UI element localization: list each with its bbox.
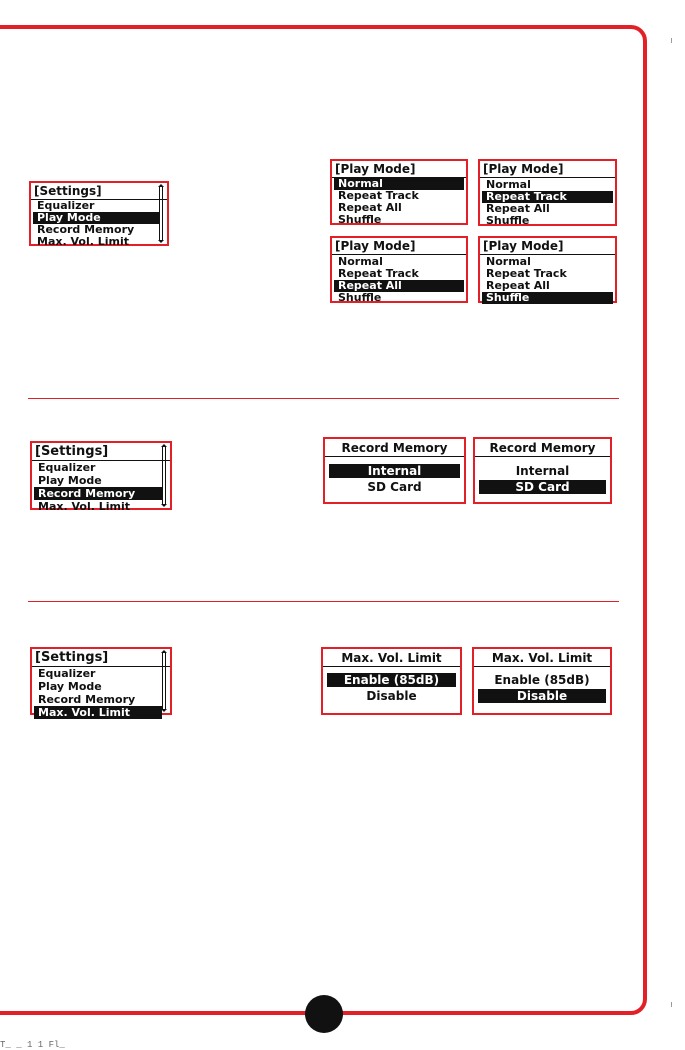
play-mode-screen-repeat-all [330,236,468,303]
screen-title: [Play Mode] [335,162,416,176]
menu-item-play-mode[interactable]: Play Mode [33,212,160,224]
option-enable-85db[interactable]: Enable (85dB) [494,673,590,687]
option-internal[interactable]: Internal [515,464,570,478]
menu-item-max-vol-limit[interactable]: Max. Vol. Limit [37,235,129,248]
option-normal[interactable]: Normal [486,255,531,268]
option-enable-85db[interactable]: Enable (85dB) [327,673,456,687]
max-vol-limit-screen-disable [472,647,612,715]
screen-title: Max. Vol. Limit [491,651,593,665]
screen-title: [Play Mode] [483,239,564,253]
menu-item-equalizer[interactable]: Equalizer [38,461,96,474]
option-repeat-all[interactable]: Repeat All [334,280,464,292]
screen-title: Record Memory [341,441,448,455]
menu-item-record-memory[interactable]: Record Memory [38,693,136,706]
menu-item-equalizer[interactable]: Equalizer [37,199,95,212]
option-shuffle[interactable]: Shuffle [482,292,613,304]
title-rule [323,666,460,667]
menu-item-record-memory[interactable]: Record Memory [37,223,135,236]
option-normal[interactable]: Normal [486,178,531,191]
option-internal[interactable]: Internal [329,464,460,478]
title-rule [325,456,464,457]
margin-crop-mark [671,1002,672,1007]
option-repeat-all[interactable]: Repeat All [486,202,550,215]
option-disable[interactable]: Disable [366,689,417,703]
record-memory-screen-internal [323,437,466,504]
section-divider [28,398,619,399]
option-repeat-track[interactable]: Repeat Track [482,191,613,203]
menu-item-play-mode[interactable]: Play Mode [38,680,102,693]
option-shuffle[interactable]: Shuffle [338,291,382,304]
title-rule [474,666,610,667]
screen-title: Max. Vol. Limit [341,651,442,665]
option-sd-card[interactable]: SD Card [367,480,422,494]
screen-title: [Settings] [35,444,109,459]
option-repeat-track[interactable]: Repeat Track [338,267,419,280]
menu-item-record-memory[interactable]: Record Memory [34,487,162,500]
play-mode-screen-shuffle [478,236,617,303]
scrollbar-icon [162,446,166,505]
margin-crop-mark [671,38,672,43]
option-repeat-track[interactable]: Repeat Track [486,267,567,280]
option-disable[interactable]: Disable [478,689,606,703]
option-repeat-all[interactable]: Repeat All [338,201,402,214]
option-normal[interactable]: Normal [334,178,464,190]
scrollbar-icon [162,652,166,710]
option-normal[interactable]: Normal [338,255,383,268]
menu-item-max-vol-limit[interactable]: Max. Vol. Limit [38,500,130,513]
menu-item-max-vol-limit[interactable]: Max. Vol. Limit [34,706,162,719]
settings-menu-screen [30,647,172,719]
section-divider [28,601,619,602]
option-sd-card[interactable]: SD Card [479,480,606,494]
screen-title: [Play Mode] [483,162,564,176]
screen-title: [Settings] [35,650,109,665]
option-shuffle[interactable]: Shuffle [338,213,382,226]
option-repeat-track[interactable]: Repeat Track [338,189,419,202]
page-number-disc-icon [305,995,343,1033]
settings-menu-screen [30,441,172,513]
record-memory-screen-sd-card [473,437,612,504]
footer-trace-text: T_ _ 1 1 Fl_ [0,1040,65,1050]
play-mode-screen-repeat-track [478,159,617,226]
option-repeat-all[interactable]: Repeat All [486,279,550,292]
scrollbar-icon [159,186,163,241]
title-rule [475,456,610,457]
option-shuffle[interactable]: Shuffle [486,214,530,227]
screen-title: [Settings] [34,184,102,198]
max-vol-limit-screen-enable [321,647,462,715]
play-mode-screen-normal [330,159,468,225]
settings-menu-screen [29,181,169,246]
menu-item-play-mode[interactable]: Play Mode [38,474,102,487]
menu-item-equalizer[interactable]: Equalizer [38,667,96,680]
screen-title: [Play Mode] [335,239,416,253]
screen-title: Record Memory [489,441,596,455]
